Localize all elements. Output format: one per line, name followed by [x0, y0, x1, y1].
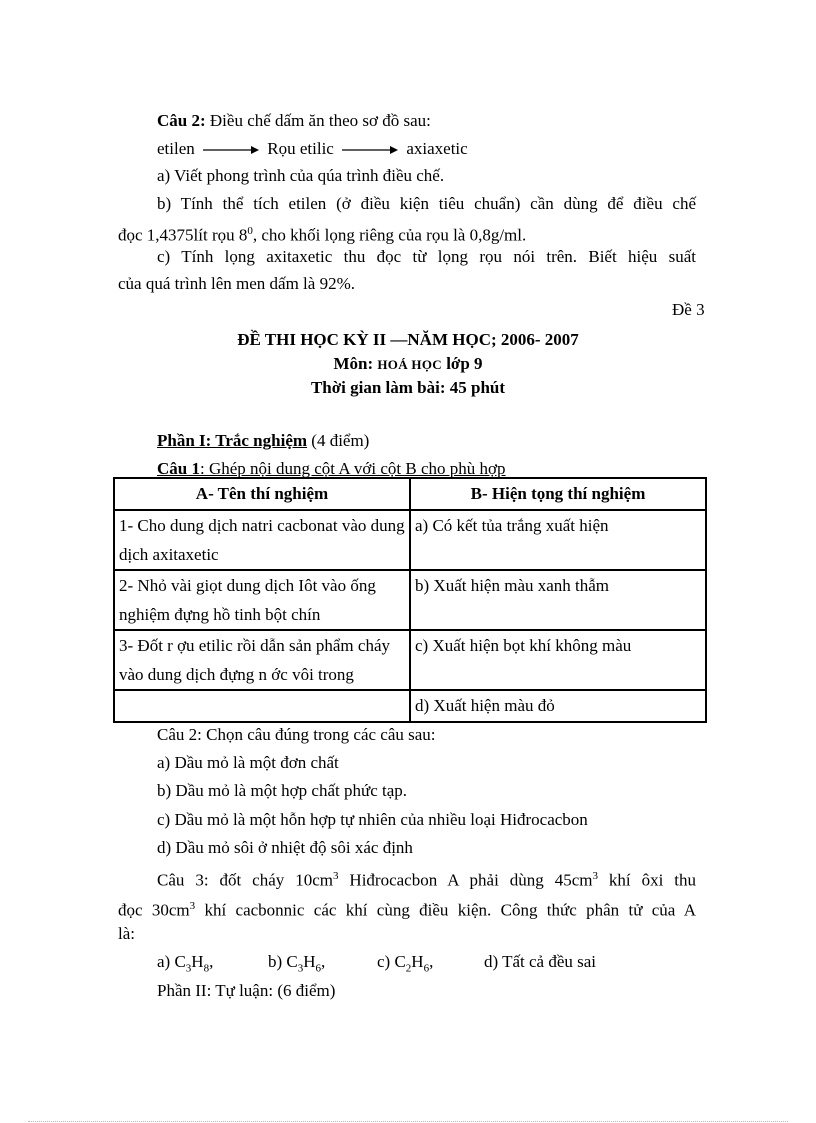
- q3-option-b: [268, 952, 325, 978]
- table-row: [114, 510, 706, 570]
- q3-line-2: [118, 896, 696, 921]
- q2-prev-label: Câu 2:: [157, 111, 206, 130]
- q2-prev-heading: [157, 111, 431, 131]
- formula-part: H: [303, 952, 316, 971]
- formula-part: ,: [209, 952, 214, 971]
- formula-sub: 6: [315, 962, 322, 975]
- table-cell: a) Có kết tủa trắng xuất hiện: [410, 510, 706, 570]
- formula-sub: 6: [423, 962, 430, 975]
- exam-title: ĐỀ THI HỌC KỲ II —NĂM HỌC; 2006- 2007: [237, 330, 579, 349]
- part1-title: Phần I: Trắc nghiệm: [157, 431, 308, 450]
- q3-option-a: [157, 952, 213, 978]
- exam-number: Đề 3: [672, 300, 705, 319]
- formula-sub: 8: [203, 962, 210, 975]
- q2-prev-b2-pre: đọc 1,4375lít rọu 8: [118, 225, 248, 245]
- part2-heading: Phần II: Tự luận: (6 điểm): [157, 981, 336, 1000]
- q2-heading: Câu 2: Chọn câu đúng trong các câu sau:: [157, 725, 436, 744]
- q2-option-c: c) Dầu mỏ là một hỗn hợp tự nhiên của nhiều loại Hiđrocacbon: [157, 810, 588, 829]
- q2-prev-part-c-1: c) Tính lọng axitaxetic thu đọc từ lọng rọu nói trên. Biết hiệu suất: [157, 247, 696, 266]
- q2-prev-text: Điều chế dấm ăn theo sơ đồ sau:: [205, 111, 431, 130]
- q3-line-1: [157, 866, 696, 891]
- q3-line-3: là:: [118, 924, 135, 943]
- q3-text: khí cacbonnic các khí cùng điều kiện. Công thức phân tử của A: [195, 900, 696, 920]
- scheme-middle: Rọu etilic: [267, 139, 334, 158]
- q3-sup: 3: [189, 900, 196, 912]
- formula-sub: 3: [185, 962, 192, 975]
- q3-sup: 3: [592, 870, 598, 882]
- q2-prev-part-c-2: của quá trình lên men dấm là 92%.: [118, 274, 355, 293]
- formula-part: ,: [321, 952, 326, 971]
- q3-option-c: [377, 952, 433, 978]
- table-row: [114, 570, 706, 630]
- formula-part: H: [191, 952, 204, 971]
- table-cell: 2- Nhỏ vài giọt dung dịch Iôt vào ống nghiệm đựng hồ tinh bột chín: [114, 570, 410, 630]
- q2-option-b: b) Dầu mỏ là một hợp chất phức tạp.: [157, 781, 408, 800]
- formula-part: a) C: [157, 952, 186, 971]
- subject-label: Môn:: [333, 354, 374, 373]
- q3-text: Câu 3: đốt cháy 10cm: [157, 870, 333, 890]
- table-row: [114, 630, 706, 690]
- page-divider: [28, 1121, 788, 1122]
- arrow-right-icon: [203, 145, 259, 155]
- formula-sub: 2: [405, 962, 412, 975]
- q2-prev-part-b-2: [118, 221, 526, 246]
- table-cell: c) Xuất hiện bọt khí không màu: [410, 630, 706, 690]
- part1-heading: [157, 431, 369, 451]
- q1-heading: [157, 459, 506, 479]
- formula-part: ,: [429, 952, 434, 971]
- q3-text: Hiđrocacbon A phải dùng 45cm: [338, 870, 593, 890]
- q2-option-a: a) Dầu mỏ là một đơn chất: [157, 753, 339, 772]
- formula-part: c) C: [377, 952, 406, 971]
- column-b-header: B- Hiện tọng thí nghiệm: [410, 478, 706, 510]
- q3-option-d: d) Tất cả đều sai: [484, 952, 597, 971]
- table-cell: [114, 690, 410, 722]
- column-a-header: A- Tên thí nghiệm: [114, 478, 410, 510]
- table-header-row: [114, 478, 706, 510]
- table-cell: 1- Cho dung dịch natri cacbonat vào dung dịch axitaxetic: [114, 510, 410, 570]
- q3-sup: 3: [332, 870, 339, 882]
- matching-table: [113, 477, 707, 723]
- q2-prev-b2-post: , cho khối lọng riêng của rọu là 0,8g/ml.: [252, 225, 527, 245]
- exam-subject: [0, 354, 816, 375]
- subject-grade: lớp 9: [446, 354, 483, 373]
- arrow-right-icon: [342, 145, 398, 155]
- formula-sub: 3: [297, 962, 304, 975]
- subject-name: HOÁ HỌC: [377, 357, 442, 372]
- table-cell: 3- Đốt r ợu etilic rồi dẫn sản phẩm cháy vào dung dịch đựng n ớc vôi trong: [114, 630, 410, 690]
- table-cell: b) Xuất hiện màu xanh thẫm: [410, 570, 706, 630]
- formula-part: b) C: [268, 952, 298, 971]
- formula-part: H: [411, 952, 424, 971]
- q2-option-d: d) Dầu mỏ sôi ở nhiệt độ sôi xác định: [157, 838, 413, 857]
- q2-prev-part-a: a) Viết phong trình của qúa trình điều chế.: [157, 166, 445, 185]
- q3-text: đọc 30cm: [118, 900, 190, 920]
- scheme-end: axiaxetic: [406, 139, 468, 158]
- q3-text: khí ôxi thu: [597, 870, 696, 890]
- exam-duration: Thời gian làm bài: 45 phút: [310, 378, 506, 397]
- q2-prev-part-b-1: b) Tính thể tích etilen (ở điều kiện tiêu chuẩn) cần dùng để điều chế: [157, 194, 696, 213]
- q1-label: Câu 1: [157, 459, 200, 478]
- table-row: [114, 690, 706, 722]
- scheme-start: etilen: [157, 139, 195, 158]
- q1-text: : Ghép nội dung cột A với cột B cho phù hợp: [199, 459, 506, 478]
- scheme-line: [157, 139, 468, 159]
- q2-prev-b2-sup: 0: [247, 225, 253, 237]
- table-cell: d) Xuất hiện màu đỏ: [410, 690, 706, 722]
- part1-points: (4 điểm): [307, 431, 370, 450]
